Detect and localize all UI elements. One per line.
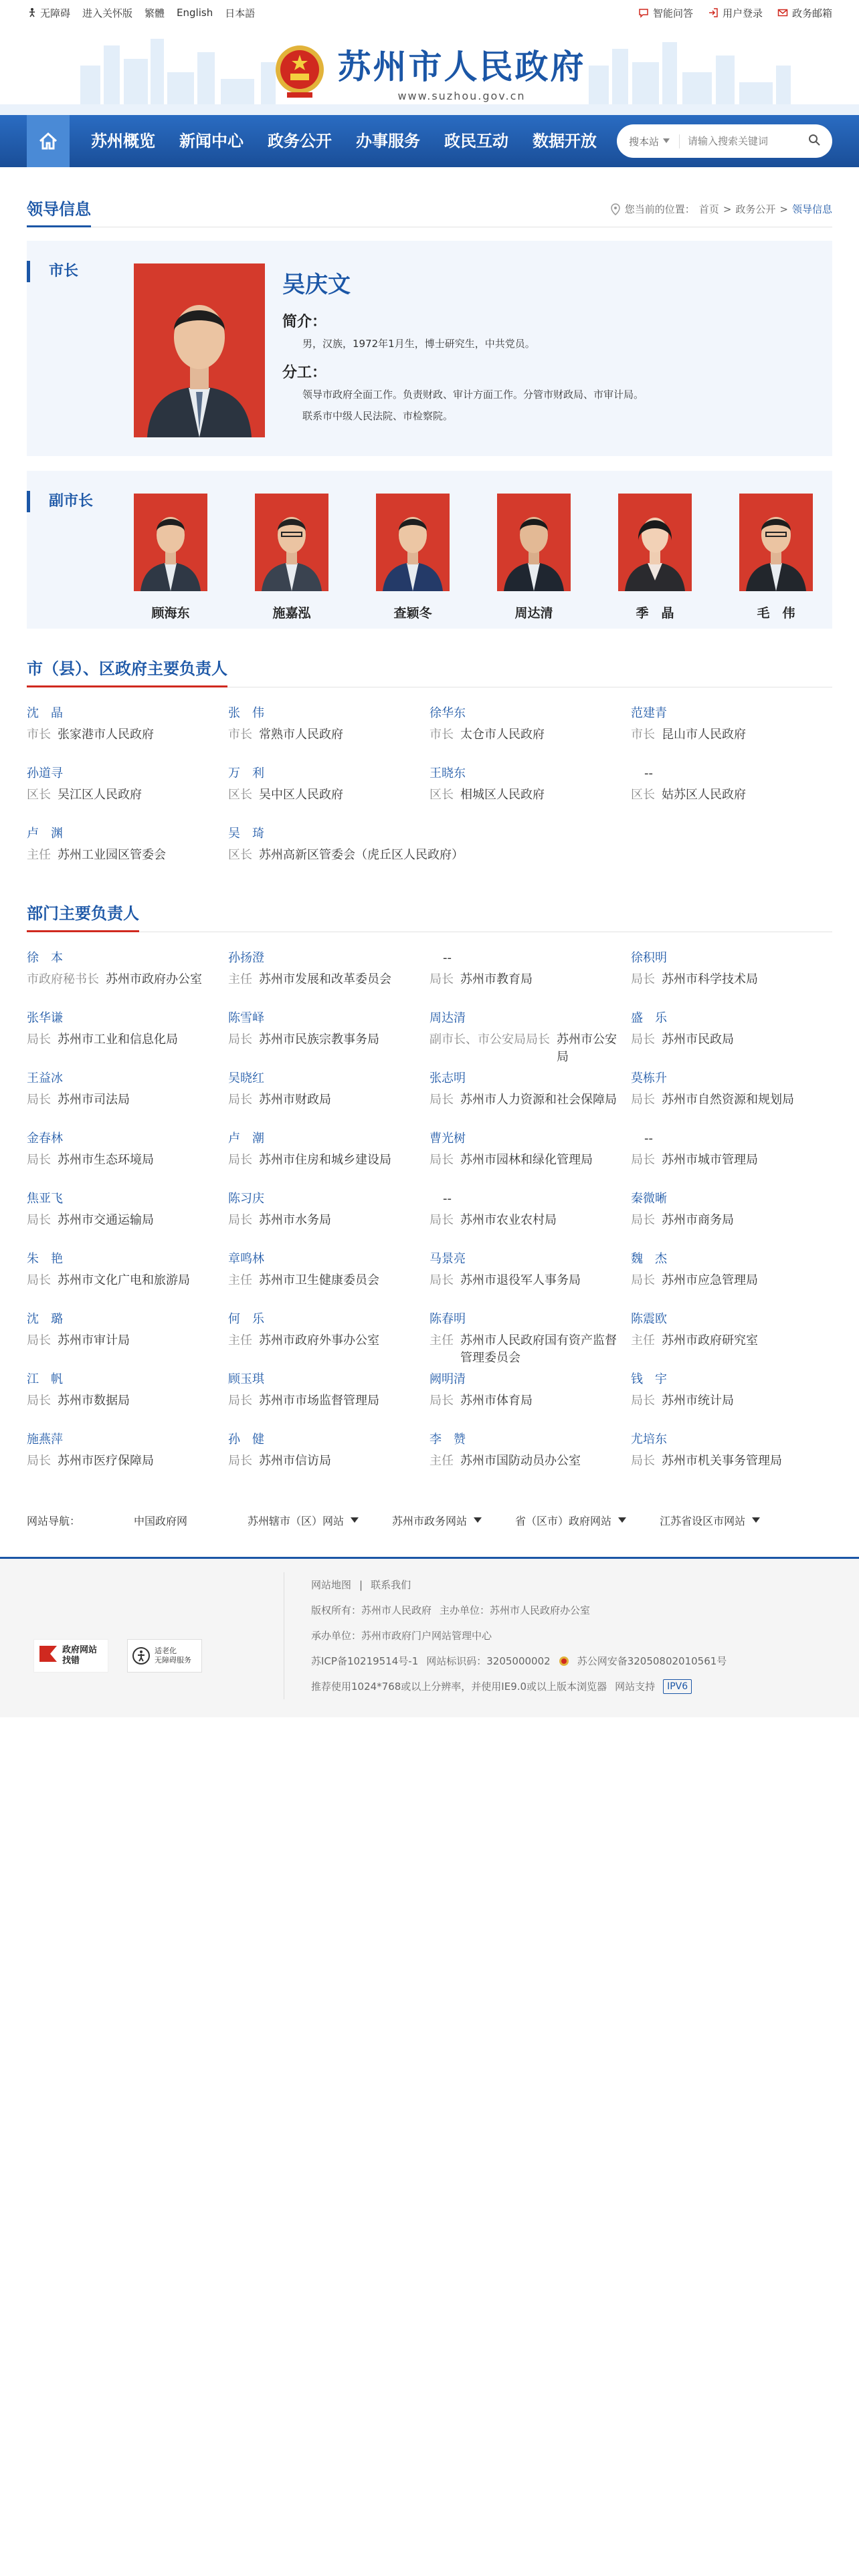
site-footer <box>0 1557 859 1717</box>
list-item: 金春林 局长 苏州市生态环境局 <box>27 1130 228 1190</box>
leader-name[interactable]: 陈雪峄 <box>228 1011 264 1025</box>
leader-name[interactable]: 马景亮 <box>430 1252 466 1266</box>
vice-mayor-item[interactable]: 查颖冬 <box>376 494 450 621</box>
leader-name[interactable]: 万 利 <box>228 766 264 780</box>
leader-name[interactable]: 秦微晰 <box>631 1192 667 1206</box>
leader-name[interactable]: 江 帆 <box>27 1372 63 1386</box>
vice-mayor-item[interactable]: 周达清 <box>497 494 571 621</box>
search-button[interactable] <box>808 134 820 148</box>
vice-mayor-list <box>134 494 813 621</box>
leader-name[interactable]: 王晓东 <box>430 766 466 780</box>
vice-mayor-card <box>27 471 832 629</box>
english-link[interactable]: English <box>177 7 213 19</box>
leader-name[interactable]: 吴晓红 <box>228 1071 264 1085</box>
chevron-down-icon <box>351 1517 359 1523</box>
list-item: 施燕萍 局长 苏州市医疗保障局 <box>27 1431 228 1491</box>
list-item: 陈震欧 主任 苏州市政府研究室 <box>631 1311 832 1371</box>
leader-name[interactable]: 莫栋升 <box>631 1071 667 1085</box>
leader-name[interactable]: 朱 艳 <box>27 1252 63 1266</box>
search-scope-select[interactable]: 搜本站 <box>629 134 680 148</box>
site-id: 网站标识码：3205000002 <box>426 1655 551 1667</box>
list-item: 张 伟 市长 常熟市人民政府 <box>228 705 430 765</box>
top-bar-right <box>638 6 832 20</box>
top-bar-left <box>27 6 255 20</box>
list-item: 周达清 副市长、市公安局局长 苏州市公安局 <box>430 1011 617 1064</box>
list-item: 章鸣林 主任 苏州市卫生健康委员会 <box>228 1251 430 1311</box>
leader-name: -- <box>644 1132 653 1146</box>
site-title: 苏州市人民政府 <box>337 47 586 86</box>
home-icon <box>38 132 58 150</box>
list-item: 卢 渊 主任 苏州工业园区管委会 <box>27 825 228 885</box>
site-domain: www.suzhou.gov.cn <box>397 90 526 102</box>
chevron-down-icon <box>752 1517 760 1523</box>
list-item: 张志明 局长 苏州市人力资源和社会保障局 <box>430 1071 617 1107</box>
nav-item-interaction[interactable]: 政民互动 <box>444 132 508 150</box>
county-section-header <box>27 653 832 687</box>
mayor-label: 市长 <box>27 261 78 282</box>
mayor-duty-heading: 分工： <box>282 364 327 381</box>
list-item: 徐华东 市长 太仓市人民政府 <box>430 705 631 765</box>
dept-section-title: 部门主要负责人 <box>27 897 139 932</box>
list-item: -- 局长 苏州市农业农村局 <box>430 1190 631 1251</box>
list-item: 李 赞 主任 苏州市国防动员办公室 <box>430 1431 631 1491</box>
leader-name[interactable]: 沈 晶 <box>27 706 63 720</box>
leader-name[interactable]: 焦亚飞 <box>27 1192 63 1206</box>
leader-name[interactable]: 徐 本 <box>27 951 63 965</box>
leader-name[interactable]: 陈春明 <box>430 1312 466 1326</box>
elderly-accessibility-badge[interactable]: 适老化 无障碍服务 <box>127 1639 202 1673</box>
operator-unit: 承办单位：苏州市政府门户网站管理中心 <box>311 1630 492 1642</box>
leader-name[interactable]: 阙明清 <box>430 1372 466 1386</box>
list-item: 朱 艳 局长 苏州市文化广电和旅游局 <box>27 1251 228 1311</box>
nav-item-overview[interactable]: 苏州概览 <box>91 132 155 150</box>
accessibility-link[interactable]: 无障碍 <box>27 6 70 20</box>
care-mode-link[interactable]: 进入关怀版 <box>82 7 133 19</box>
leader-name[interactable]: 张华谦 <box>27 1011 63 1025</box>
vice-mayor-label: 副市长 <box>27 491 93 512</box>
leader-name[interactable]: 何 乐 <box>228 1312 264 1326</box>
list-item: -- 局长 苏州市城市管理局 <box>631 1130 832 1190</box>
list-item: 魏 杰 局长 苏州市应急管理局 <box>631 1251 832 1311</box>
location-icon <box>610 203 621 215</box>
national-emblem-icon <box>274 43 326 100</box>
leader-name[interactable]: 盛 乐 <box>631 1011 667 1025</box>
gov-mail-link[interactable]: 政务邮箱 <box>777 6 832 20</box>
list-item: 范建青 市长 昆山市人民政府 <box>631 705 832 765</box>
mayor-name: 吴庆文 <box>282 272 351 298</box>
chevron-down-icon <box>474 1517 482 1523</box>
list-item: -- 区长 姑苏区人民政府 <box>631 765 832 825</box>
mayor-photo[interactable] <box>134 263 265 437</box>
mayor-card <box>27 241 832 456</box>
leader-name[interactable]: 钱 宇 <box>631 1372 667 1386</box>
sitemap-link[interactable]: 网站地图 <box>311 1579 352 1591</box>
accessibility-icon <box>132 1646 151 1665</box>
vice-mayor-photo <box>618 494 692 591</box>
browser-recommend: 推荐使用1024*768或以上分辨率，并使用IE9.0或以上版本浏览器 <box>311 1681 607 1693</box>
leader-name[interactable]: 王益冰 <box>27 1071 63 1085</box>
list-item: 陈春明 主任 苏州市人民政府国有资产监督管理委员会 <box>430 1312 617 1365</box>
gov-site-error-report-badge[interactable]: 政府网站找错 <box>33 1639 108 1673</box>
link-jiangsu-cities[interactable]: 江苏省设区市网站 <box>660 1513 760 1528</box>
vice-mayor-photo <box>255 494 328 591</box>
mail-icon <box>777 7 788 18</box>
vice-mayor-photo <box>376 494 450 591</box>
site-link-nav <box>27 1503 832 1537</box>
county-leader-grid <box>27 705 832 885</box>
smart-qa-link[interactable]: 智能问答 <box>638 6 693 20</box>
mayor-intro-heading: 简介： <box>282 314 327 330</box>
link-suzhou-gov-sites[interactable]: 苏州市政务网站 <box>392 1513 482 1528</box>
icp-link[interactable]: 苏ICP备10219514号-1 <box>311 1655 419 1667</box>
list-item: 顾玉琪 局长 苏州市市场监督管理局 <box>228 1371 430 1431</box>
chevron-down-icon <box>663 138 670 144</box>
dept-section-header <box>27 897 832 932</box>
site-header <box>0 25 859 115</box>
leader-name[interactable]: 孙扬澄 <box>228 951 264 965</box>
list-item: 徐积明 局长 苏州市科学技术局 <box>631 950 832 1010</box>
list-item: 盛 乐 局长 苏州市民政局 <box>631 1010 832 1070</box>
vice-mayor-photo <box>739 494 813 591</box>
list-item: 沈 璐 局长 苏州市审计局 <box>27 1311 228 1371</box>
leader-name[interactable]: 陈震欧 <box>631 1312 667 1326</box>
leader-name[interactable]: 孙 健 <box>228 1432 264 1446</box>
copyright-text: 版权所有：苏州市人民政府 <box>311 1604 432 1616</box>
vice-mayor-item[interactable]: 施嘉泓 <box>255 494 328 621</box>
police-record-link[interactable]: 苏公网安备32050802010561号 <box>577 1655 727 1667</box>
leader-name: -- <box>443 951 452 965</box>
site-link-nav-label: 网站导航： <box>27 1514 81 1527</box>
list-item: 孙扬澄 主任 苏州市发展和改革委员会 <box>228 950 430 1010</box>
flag-icon <box>38 1644 58 1667</box>
list-item: 江 帆 局长 苏州市数据局 <box>27 1371 228 1431</box>
list-item: 吴晓红 局长 苏州市财政局 <box>228 1070 430 1130</box>
leader-name[interactable]: 施燕萍 <box>27 1432 63 1446</box>
list-item: 阙明清 局长 苏州市体育局 <box>430 1371 631 1431</box>
list-item: 钱 宇 局长 苏州市统计局 <box>631 1371 832 1431</box>
list-item: 张华谦 局长 苏州市工业和信息化局 <box>27 1010 228 1070</box>
breadcrumb-current[interactable]: 领导信息 <box>791 203 832 215</box>
list-item: 卢 潮 局长 苏州市住房和城乡建设局 <box>228 1130 430 1190</box>
nav-item-open-data[interactable]: 数据开放 <box>533 132 597 150</box>
user-login-link[interactable]: 用户登录 <box>708 6 763 20</box>
vice-mayor-item[interactable]: 季 晶 <box>618 494 692 621</box>
vice-mayor-item[interactable]: 顾海东 <box>134 494 207 621</box>
chevron-down-icon <box>618 1517 626 1523</box>
leader-name[interactable]: 李 赞 <box>430 1432 466 1446</box>
list-item: 王晓东 区长 相城区人民政府 <box>430 765 631 825</box>
leader-name[interactable]: 卢 渊 <box>27 827 63 841</box>
list-item: 马景亮 局长 苏州市退役军人事务局 <box>430 1251 631 1311</box>
leader-name: -- <box>644 766 653 780</box>
leader-name[interactable]: 金春林 <box>27 1132 63 1146</box>
leader-name[interactable]: 章鸣林 <box>228 1252 264 1266</box>
list-item: 秦微晰 局长 苏州市商务局 <box>631 1190 832 1251</box>
traditional-chinese-link[interactable]: 繁體 <box>145 7 165 19</box>
list-item: 曹光树 局长 苏州市园林和绿化管理局 <box>430 1130 631 1190</box>
list-item: 万 利 区长 吴中区人民政府 <box>228 765 430 825</box>
leader-name[interactable]: 孙道寻 <box>27 766 63 780</box>
main-nav <box>0 115 859 167</box>
link-suzhou-districts[interactable]: 苏州辖市（区）网站 <box>248 1513 359 1528</box>
county-section-title: 市（县）、区政府主要负责人 <box>27 653 227 687</box>
mayor-duty-line-1: 领导市政府全面工作。负责财政、审计方面工作。分管市财政局、市审计局。 <box>302 389 644 401</box>
nav-item-services[interactable]: 办事服务 <box>356 132 420 150</box>
accessibility-icon <box>27 7 37 18</box>
vice-mayor-item[interactable]: 毛 伟 <box>739 494 813 621</box>
list-item: 陈习庆 局长 苏州市水务局 <box>228 1190 430 1251</box>
leader-name[interactable]: 魏 杰 <box>631 1252 667 1266</box>
top-bar <box>0 0 859 25</box>
breadcrumb-gov-affairs[interactable]: 政务公开 <box>735 203 776 215</box>
contact-link[interactable]: 联系我们 <box>371 1579 411 1591</box>
mayor-duty-line-2: 联系市中级人民法院、市检察院。 <box>302 410 454 422</box>
leader-name[interactable]: 徐积明 <box>631 951 667 965</box>
leader-name[interactable]: 范建青 <box>631 706 667 720</box>
list-item: 沈 晶 市长 张家港市人民政府 <box>27 705 228 765</box>
list-item: 徐 本 市政府秘书长 苏州市政府办公室 <box>27 950 228 1010</box>
footer-info: 网站地图 | 联系我们 版权所有：苏州市人民政府 主办单位：苏州市人民政府办公室 承办单位：苏州市政府门户网站管理中心 苏ICP备10219514号-1 网站标识码：3205000002 苏公网安备32050802010561号 推荐使用1024*768或以上分辨率，并使用IE9.0或以上版本浏览器 网站支持 IPV6 <box>284 1572 727 1699</box>
breadcrumb-home[interactable]: 首页 <box>698 203 719 215</box>
link-china-gov[interactable]: 中国政府网 <box>134 1514 188 1527</box>
list-item: 何 乐 主任 苏州市政府外事办公室 <box>228 1311 430 1371</box>
list-item: 孙 健 局长 苏州市信访局 <box>228 1431 430 1491</box>
leader-name[interactable]: 陈习庆 <box>228 1192 264 1206</box>
vice-mayor-photo <box>134 494 207 591</box>
search-box <box>617 124 832 158</box>
list-item: 焦亚飞 局长 苏州市交通运输局 <box>27 1190 228 1251</box>
list-item: 陈雪峄 局长 苏州市民族宗教事务局 <box>228 1010 430 1070</box>
nav-item-news[interactable]: 新闻中心 <box>179 132 244 150</box>
list-item: 孙道寻 区长 吴江区人民政府 <box>27 765 228 825</box>
page-title: 领导信息 <box>27 191 91 227</box>
leader-name[interactable]: 曹光树 <box>430 1132 466 1146</box>
leader-name[interactable]: 顾玉琪 <box>228 1372 264 1386</box>
page-title-bar <box>27 191 832 227</box>
list-item: 尤培东 局长 苏州市机关事务管理局 <box>631 1431 832 1491</box>
mayor-intro: 男，汉族，1972年1月生，博士研究生，中共党员。 <box>302 338 535 350</box>
japanese-link[interactable]: 日本語 <box>225 7 256 19</box>
leader-name: -- <box>443 1192 452 1206</box>
login-icon <box>708 7 719 18</box>
search-input[interactable] <box>688 136 801 147</box>
chat-icon <box>638 7 649 18</box>
home-button[interactable] <box>27 115 70 167</box>
list-item: 吴 琦 区长 苏州高新区管委会（虎丘区人民政府） <box>228 825 631 885</box>
leader-name[interactable]: 张志明 <box>430 1071 466 1085</box>
list-item: 莫栋升 局长 苏州市自然资源和规划局 <box>631 1070 832 1130</box>
leader-name[interactable]: 张 伟 <box>228 706 264 720</box>
list-item: -- 局长 苏州市教育局 <box>430 950 631 1010</box>
leader-name[interactable]: 吴 琦 <box>228 827 264 841</box>
ipv6-badge: IPV6 <box>663 1679 692 1694</box>
list-item: 王益冰 局长 苏州市司法局 <box>27 1070 228 1130</box>
site-logo[interactable] <box>0 40 859 102</box>
leader-name[interactable]: 尤培东 <box>631 1432 667 1446</box>
dept-leader-grid <box>27 950 832 1491</box>
leader-name[interactable]: 周达清 <box>430 1011 466 1025</box>
search-icon <box>808 134 820 146</box>
leader-name[interactable]: 卢 潮 <box>228 1132 264 1146</box>
host-unit: 主办单位：苏州市人民政府办公室 <box>440 1604 591 1616</box>
vice-mayor-photo <box>497 494 571 591</box>
police-badge-icon <box>559 1656 569 1667</box>
leader-name[interactable]: 沈 璐 <box>27 1312 63 1326</box>
link-province-gov[interactable]: 省（区市）政府网站 <box>515 1513 626 1528</box>
nav-item-gov-affairs[interactable]: 政务公开 <box>268 132 332 150</box>
breadcrumb: 您当前的位置： 首页 > 政务公开 > 领导信息 <box>610 202 832 216</box>
leader-name[interactable]: 徐华东 <box>430 706 466 720</box>
